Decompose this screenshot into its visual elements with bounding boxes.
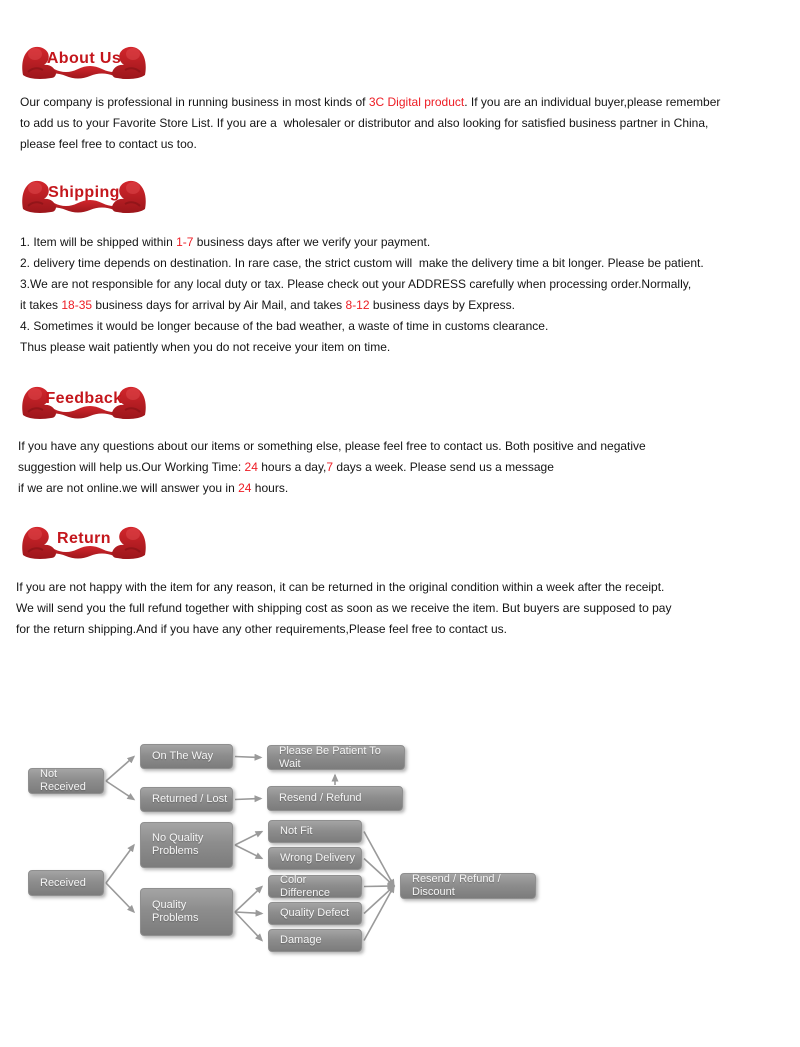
flow-node-received: Received bbox=[28, 870, 104, 896]
text-segment: 4. Sometimes it would be longer because of the bad weather, a waste of time in customs clearance. bbox=[20, 319, 549, 333]
flow-arrow-not_received-to-on_the_way bbox=[106, 757, 134, 782]
ribbon-highlight bbox=[126, 182, 140, 194]
flow-arrow-quality_defect-to-resend_refund_discount bbox=[364, 886, 394, 914]
text-line bbox=[20, 232, 800, 253]
text-segment: if we are not online.we will answer you in bbox=[18, 481, 239, 495]
flow-arrow-not_received-to-returned_lost bbox=[106, 781, 134, 800]
section-shipping bbox=[0, 176, 800, 358]
text-segment: Thus please wait patiently when you do not receive your item on time. bbox=[20, 340, 391, 354]
text-line bbox=[16, 598, 800, 619]
text-line bbox=[18, 436, 800, 457]
flow-arrow-received-to-no_quality bbox=[106, 845, 134, 883]
shipping-text bbox=[20, 232, 800, 358]
flow-arrow-on_the_way-to-please_wait bbox=[235, 757, 261, 758]
flow-node-quality-defect: Quality Defect bbox=[268, 902, 362, 925]
text-segment: If you are not happy with the item for any reason, it can be returned in the original condition within a week after the receipt. bbox=[16, 580, 665, 594]
highlighted-text: 18-35 bbox=[61, 298, 93, 312]
text-line bbox=[16, 577, 800, 598]
highlighted-text: 24 bbox=[244, 460, 258, 474]
text-line bbox=[20, 337, 800, 358]
feedback-text bbox=[18, 436, 800, 499]
return-text bbox=[16, 577, 800, 640]
text-segment: for the return shipping.And if you have any other requirements,Please feel free to contact us. bbox=[16, 622, 507, 636]
flow-node-not-fit: Not Fit bbox=[268, 820, 362, 843]
flow-node-returned-lost: Returned / Lost bbox=[140, 787, 233, 812]
ribbon-highlight bbox=[126, 48, 140, 60]
feedback-ribbon-banner bbox=[20, 382, 148, 420]
highlighted-text: 7 bbox=[326, 460, 334, 474]
ribbon-highlight bbox=[126, 388, 140, 400]
text-segment: it takes bbox=[20, 298, 62, 312]
flow-node-wrong-delivery: Wrong Delivery bbox=[268, 847, 362, 870]
flow-node-resend-refund-discount: Resend / Refund / Discount bbox=[400, 873, 536, 899]
text-segment: hours. bbox=[251, 481, 289, 495]
ribbon-highlight bbox=[28, 182, 42, 194]
text-segment: suggestion will help us.Our Working Time: bbox=[18, 460, 245, 474]
flow-node-damage: Damage bbox=[268, 929, 362, 952]
return-ribbon-banner bbox=[20, 522, 148, 560]
ribbon-highlight bbox=[28, 388, 42, 400]
text-segment: 1. Item will be shipped within bbox=[20, 235, 177, 249]
highlighted-text: 1-7 bbox=[176, 235, 194, 249]
text-segment: business days for arrival by Air Mail, and takes bbox=[92, 298, 346, 312]
flow-arrow-quality_problems-to-damage bbox=[235, 912, 262, 941]
flow-node-quality-problems: Quality Problems bbox=[140, 888, 233, 936]
flow-arrow-color_difference-to-resend_refund_discount bbox=[364, 886, 394, 887]
shipping-ribbon-banner bbox=[20, 176, 148, 214]
text-segment: business days by Express. bbox=[369, 298, 515, 312]
flow-node-no-quality-problems: No Quality Problems bbox=[140, 822, 233, 868]
section-title: Feedback bbox=[45, 390, 123, 407]
text-segment: days a week. Please send us a message bbox=[333, 460, 554, 474]
ribbon-highlight bbox=[28, 528, 42, 540]
about-us-text bbox=[20, 92, 800, 155]
text-line bbox=[20, 113, 800, 134]
text-segment: If you have any questions about our items or something else, please feel free to contact us. Both positive and negative bbox=[18, 439, 646, 453]
flow-arrow-wrong_delivery-to-resend_refund_discount bbox=[364, 859, 394, 887]
flow-arrow-not_fit-to-resend_refund_discount bbox=[364, 832, 394, 887]
section-feedback bbox=[0, 382, 800, 499]
flow-node-resend-refund: Resend / Refund bbox=[267, 786, 403, 811]
flow-arrow-returned_lost-to-resend_refund bbox=[235, 799, 261, 800]
text-segment: business days after we verify your payment. bbox=[193, 235, 431, 249]
flow-node-not-received: Not Received bbox=[28, 768, 104, 794]
highlighted-text: 8-12 bbox=[345, 298, 370, 312]
section-title: Shipping bbox=[48, 184, 120, 201]
section-return bbox=[0, 522, 800, 640]
section-about-us bbox=[0, 42, 800, 155]
text-line bbox=[20, 295, 800, 316]
flow-arrow-quality_problems-to-color_difference bbox=[235, 887, 262, 913]
flow-arrow-quality_problems-to-quality_defect bbox=[235, 912, 262, 914]
text-segment: hours a day, bbox=[257, 460, 327, 474]
text-line bbox=[20, 134, 800, 155]
text-line bbox=[20, 92, 800, 113]
return-process-flowchart bbox=[20, 735, 760, 965]
text-line bbox=[18, 478, 800, 499]
flow-node-color-difference: Color Difference bbox=[268, 875, 362, 898]
text-line bbox=[20, 253, 800, 274]
text-line bbox=[18, 457, 800, 478]
text-segment: Our company is professional in running business in most kinds of bbox=[20, 95, 369, 109]
about-us-ribbon-banner bbox=[20, 42, 148, 80]
text-segment: to add us to your Favorite Store List. If you are a wholesaler or distributor and also looking for satisfied business partner in China, bbox=[20, 116, 709, 130]
flow-arrow-received-to-quality_problems bbox=[106, 883, 134, 912]
text-line bbox=[16, 619, 800, 640]
text-segment: 2. delivery time depends on destination. In rare case, the strict custom will make the delivery time a bit longer. Please be patient. bbox=[20, 256, 704, 270]
flow-node-please-be-patient: Please Be Patient To Wait bbox=[267, 745, 405, 770]
text-segment: We will send you the full refund together with shipping cost as soon as we receive the item. But buyers are supposed to pay bbox=[16, 601, 672, 615]
text-line bbox=[20, 316, 800, 337]
ribbon-highlight bbox=[28, 48, 42, 60]
highlighted-text: 24 bbox=[238, 481, 252, 495]
section-title: Return bbox=[57, 530, 111, 547]
text-line bbox=[20, 274, 800, 295]
flow-arrow-no_quality-to-wrong_delivery bbox=[235, 845, 262, 859]
section-title: About Us bbox=[46, 50, 122, 67]
flow-arrow-no_quality-to-not_fit bbox=[235, 832, 262, 846]
flow-node-on-the-way: On The Way bbox=[140, 744, 233, 769]
highlighted-text: 3C Digital product bbox=[368, 95, 465, 109]
text-segment: please feel free to contact us too. bbox=[20, 137, 197, 151]
text-segment: . If you are an individual buyer,please remember bbox=[464, 95, 721, 109]
flow-arrow-damage-to-resend_refund_discount bbox=[364, 886, 394, 941]
text-segment: 3.We are not responsible for any local duty or tax. Please check out your ADDRESS carefully when processing order.Normally, bbox=[20, 277, 692, 291]
ribbon-highlight bbox=[126, 528, 140, 540]
